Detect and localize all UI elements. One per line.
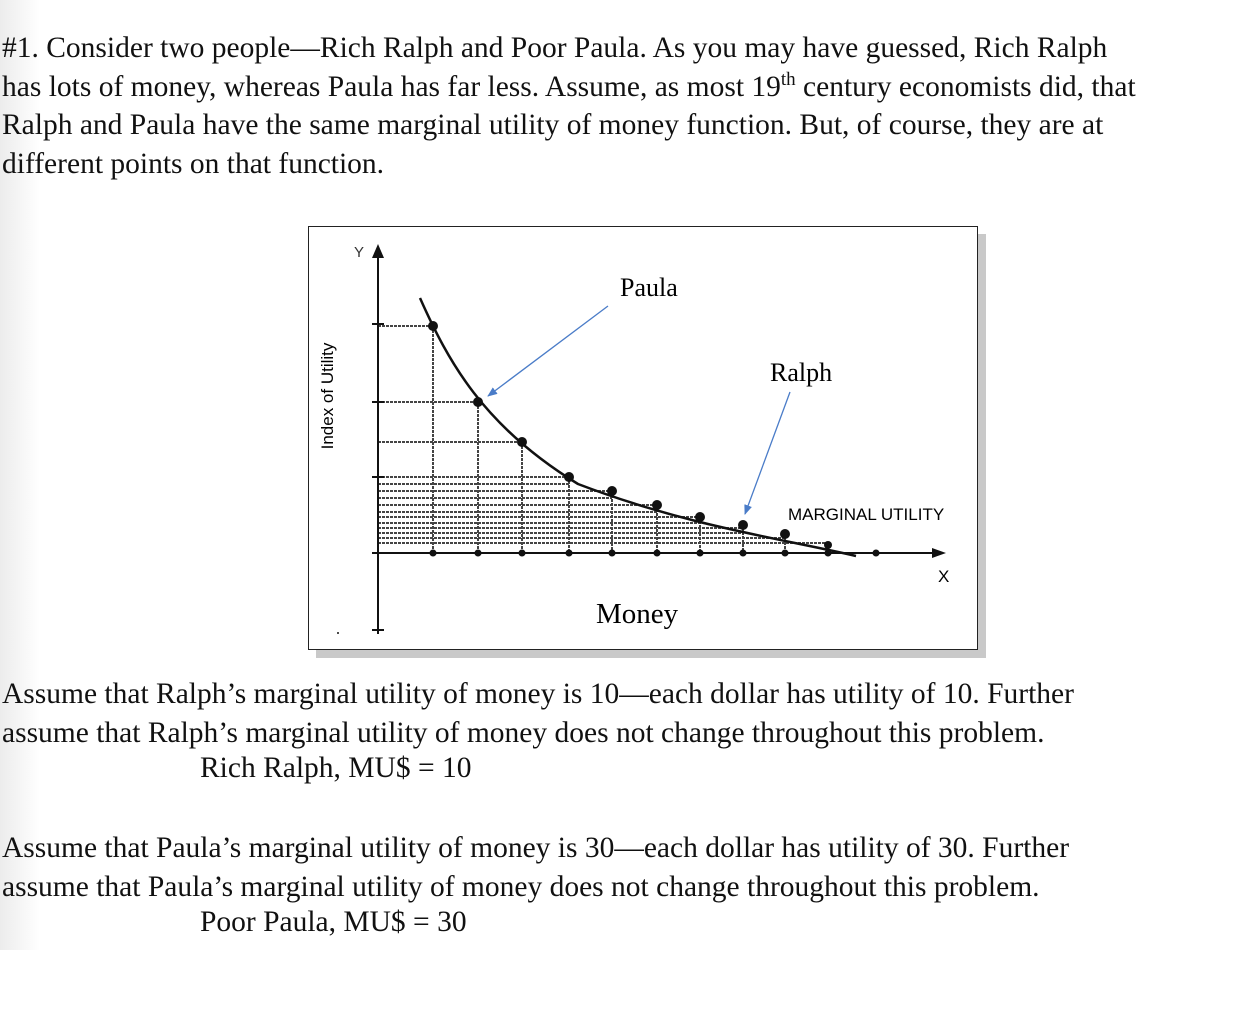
ralph-equation: Rich Ralph, MU$ = 10	[200, 752, 472, 784]
intro-line-4: different points on that function.	[2, 147, 385, 180]
y-axis-letter: Y	[354, 244, 365, 261]
paula-line-1: Assume that Paula’s marginal utility of money is 30—each dollar has utility of 30. Further	[2, 832, 1070, 864]
x-axis-letter: X	[938, 567, 950, 586]
x-axis-label: Money	[596, 598, 679, 630]
x-axis-arrow-icon	[932, 548, 946, 558]
curve-label: MARGINAL UTILITY	[788, 505, 945, 524]
grid-lines	[378, 326, 828, 553]
ralph-line-2: assume that Ralph’s marginal utility of money does not change throughout this problem.	[2, 716, 1045, 749]
intro-line-2-head: has lots of money, whereas Paula has far less. Assume, as most 19	[2, 70, 781, 103]
intro-line-3: Ralph and Paula have the same marginal utility of money function. But, of course, they are at	[2, 109, 1104, 141]
intro-line-1: #1. Consider two people—Rich Ralph and Poor Paula. As you may have guessed, Rich Ralph	[2, 32, 1108, 64]
paula-equation: Poor Paula, MU$ = 30	[200, 906, 467, 938]
paula-line-2: assume that Paula’s marginal utility of money does not change throughout this problem.	[2, 870, 1040, 903]
ralph-pointer-arrow	[745, 392, 790, 514]
paula-pointer-arrow	[488, 306, 608, 396]
paula-paragraph	[2, 829, 1069, 906]
ralph-label: Ralph	[770, 358, 833, 387]
marginal-utility-diagram	[308, 226, 988, 660]
ralph-paragraph	[2, 675, 1074, 752]
intro-line-2-tail: century economists did, that	[795, 70, 1136, 103]
marginal-utility-figure	[308, 226, 978, 650]
ordinal-suffix: th	[780, 68, 796, 90]
intro-line-2	[2, 68, 1256, 107]
intro-paragraph	[2, 29, 1256, 183]
y-axis-label: Index of Utility	[318, 342, 337, 450]
ralph-line-1: Assume that Ralph’s marginal utility of money is 10—each dollar has utility of 10. Further	[2, 678, 1074, 710]
curve-points	[428, 321, 832, 549]
y-axis-arrow-icon	[372, 244, 384, 258]
paula-label: Paula	[620, 273, 678, 302]
axes	[338, 244, 946, 634]
